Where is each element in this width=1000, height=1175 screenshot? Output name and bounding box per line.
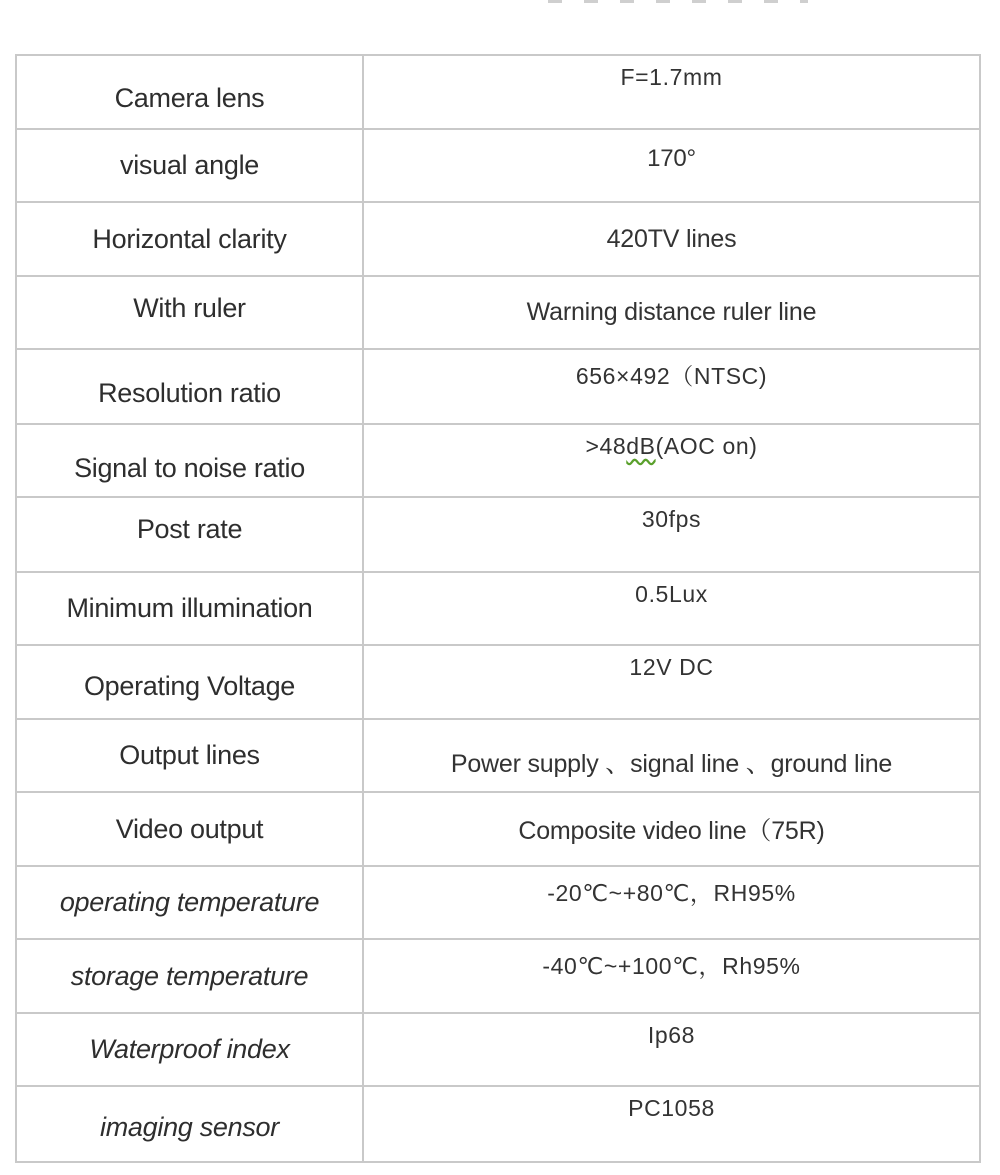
spec-value: 0.5Lux (363, 572, 980, 645)
spec-label: Waterproof index (16, 1013, 363, 1086)
spec-value: 420TV lines (363, 202, 980, 276)
spec-label: operating temperature (16, 866, 363, 939)
spec-label: Horizontal clarity (16, 202, 363, 276)
spec-label: Output lines (16, 719, 363, 792)
spec-label: Resolution ratio (16, 349, 363, 424)
table-row (16, 202, 980, 276)
spec-value: >48dB(AOC on) (363, 424, 980, 497)
spec-value: 12V DC (363, 645, 980, 719)
spec-value: -20℃~+80℃，RH95% (363, 866, 980, 939)
table-row (16, 1013, 980, 1086)
spec-label: storage temperature (16, 939, 363, 1013)
table-row (16, 572, 980, 645)
spec-label: visual angle (16, 129, 363, 202)
table-row (16, 349, 980, 424)
table-row (16, 645, 980, 719)
spec-label: Signal to noise ratio (16, 424, 363, 497)
spec-value: 30fps (363, 497, 980, 572)
cropped-heading-fragment (548, 0, 808, 3)
table-row (16, 424, 980, 497)
spec-label: Post rate (16, 497, 363, 572)
table-row (16, 129, 980, 202)
spec-value: Power supply 、signal line 、ground line (363, 719, 980, 792)
spec-label: Camera lens (16, 55, 363, 129)
table-row (16, 497, 980, 572)
spec-value: Ip68 (363, 1013, 980, 1086)
spec-value: PC1058 (363, 1086, 980, 1162)
spec-value: 170° (363, 129, 980, 202)
spec-value: F=1.7mm (363, 55, 980, 129)
spec-label: Operating Voltage (16, 645, 363, 719)
table-row (16, 276, 980, 349)
spec-value: -40℃~+100℃，Rh95% (363, 939, 980, 1013)
spec-label: With ruler (16, 276, 363, 349)
table-row (16, 55, 980, 129)
spec-value: Warning distance ruler line (363, 276, 980, 349)
spec-label: Minimum illumination (16, 572, 363, 645)
table-row (16, 1086, 980, 1162)
table-row (16, 866, 980, 939)
table-row (16, 719, 980, 792)
table-row (16, 939, 980, 1013)
spec-label: Video output (16, 792, 363, 866)
spec-value: Composite video line（75R) (363, 792, 980, 866)
spell-check-underline: dB (626, 433, 656, 459)
table-row (16, 792, 980, 866)
spec-label: imaging sensor (16, 1086, 363, 1162)
specification-table (15, 54, 981, 1163)
spec-value: 656×492（NTSC) (363, 349, 980, 424)
